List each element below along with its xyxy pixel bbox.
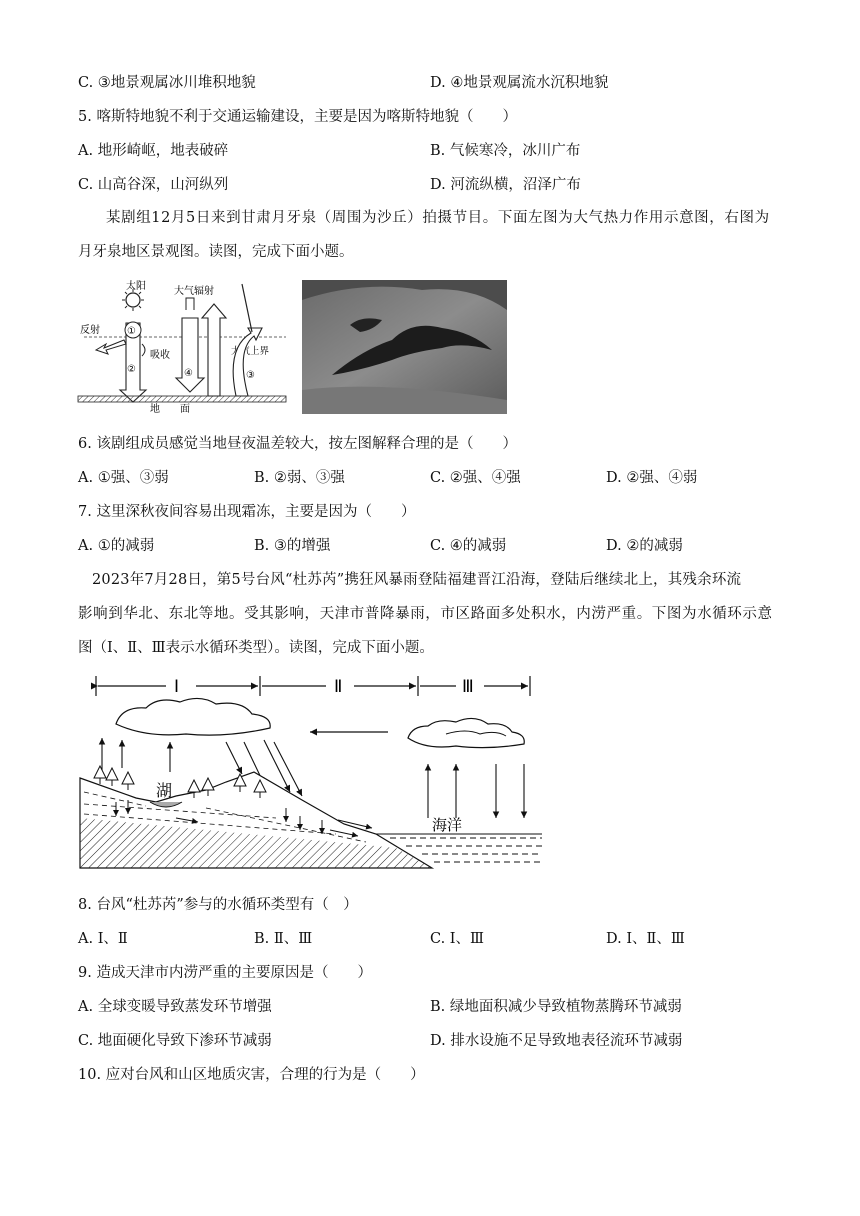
ground-radiation-curved-arrow [233,328,262,396]
q8-stem: 8. 台风“杜苏芮”参与的水循环类型有（ ） [78,897,358,913]
cycle-label-3: Ⅲ [462,677,474,697]
q7-option-b: B. ③的增强 [254,538,331,554]
q5-option-c: C. 山高谷深，山河纵列 [78,177,229,193]
q8-option-a: A. Ⅰ、Ⅱ [78,931,128,947]
ground-label: 地 面 [150,404,190,414]
label-2: ② [127,364,136,375]
q9-option-c: C. 地面硬化导致下渗环节减弱 [78,1033,272,1049]
q7-stem: 7. 这里深秋夜间容易出现霜冻，主要是因为（ ） [78,504,416,520]
cycle-label-2: Ⅱ [334,677,343,697]
q8-option-c: C. Ⅰ、Ⅲ [430,931,485,947]
passage2-line2: 影响到华北、东北等地。受其影响，天津市普降暴雨，市区路面多处积水，内涝严重。下图为水循环示意 [78,606,773,622]
q5-option-b: B. 气候寒冷，冰川广布 [430,143,581,159]
q6-option-c: C. ②强、④强 [430,470,521,486]
label-4: ④ [184,368,193,379]
label-3: ③ [246,370,255,381]
q4-option-c: C. ③地景观属冰川堆积地貌 [78,75,256,91]
atm-radiation-label: 大气辐射 [174,286,214,297]
label-1: ① [127,326,136,337]
cloud-right [408,718,524,747]
sun-icon [122,289,144,311]
ground-radiation-arrow [202,304,226,396]
q6-stem: 6. 该剧组成员感觉当地昼夜温差较大，按左图解释合理的是（ ） [78,436,517,452]
cycle-label-1: Ⅰ [174,677,180,697]
atmosphere-top-label: 大气上界 [231,346,270,357]
atmosphere-heat-diagram [76,278,290,414]
reflection-arrow [96,340,126,354]
counter-radiation-arrow [176,318,204,392]
q6-option-b: B. ②弱、③强 [254,470,345,486]
q9-stem: 9. 造成天津市内涝严重的主要原因是（ ） [78,965,372,981]
passage2-line1: 2023年7月28日，第5号台风“杜苏芮”携狂风暴雨登陆福建晋江沿海，登陆后继续北上，其残余环流 [92,572,742,588]
sun-label: 太阳 [126,281,146,292]
passage1-line1: 某剧组12月5日来到甘肃月牙泉（周围为沙丘）拍摄节目。下面左图为大气热力作用示意图，右图为 [106,210,770,226]
q6-option-d: D. ②强、④弱 [606,470,698,486]
reflect-label: 反射 [80,325,100,336]
absorb-label: 吸收 [150,350,170,361]
ground [78,396,286,402]
q5-option-a: A. 地形崎岖，地表破碎 [78,143,229,159]
q7-option-c: C. ④的减弱 [430,538,507,554]
q5-stem: 5. 喀斯特地貌不利于交通运输建设，主要是因为喀斯特地貌（ ） [78,109,517,125]
q9-option-a: A. 全球变暖导致蒸发环节增强 [78,999,272,1015]
passage1-line2: 月牙泉地区景观图。读图，完成下面小题。 [78,244,354,260]
passage2-line3: 图（Ⅰ、Ⅱ、Ⅲ表示水循环类型）。读图，完成下面小题。 [78,640,434,656]
crescent-spring-photo [302,280,507,414]
q4-option-d: D. ④地景观属流水沉积地貌 [430,75,609,91]
q6-option-a: A. ①强、③弱 [78,470,169,486]
q7-option-a: A. ①的减弱 [78,538,155,554]
q9-option-b: B. 绿地面积减少导致植物蒸腾环节减弱 [430,999,682,1015]
ocean-label: 海洋 [432,816,463,834]
lake-label: 湖 [156,781,173,800]
q7-option-d: D. ②的减弱 [606,538,683,554]
q8-option-d: D. Ⅰ、Ⅱ、Ⅲ [606,931,685,947]
q5-option-d: D. 河流纵横，沼泽广布 [430,177,581,193]
water-cycle-diagram [76,668,546,876]
q8-option-b: B. Ⅱ、Ⅲ [254,931,313,947]
q10-stem: 10. 应对台风和山区地质灾害，合理的行为是（ ） [78,1067,425,1083]
q9-option-d: D. 排水设施不足导致地表径流环节减弱 [430,1033,683,1049]
cloud-left [116,698,270,735]
